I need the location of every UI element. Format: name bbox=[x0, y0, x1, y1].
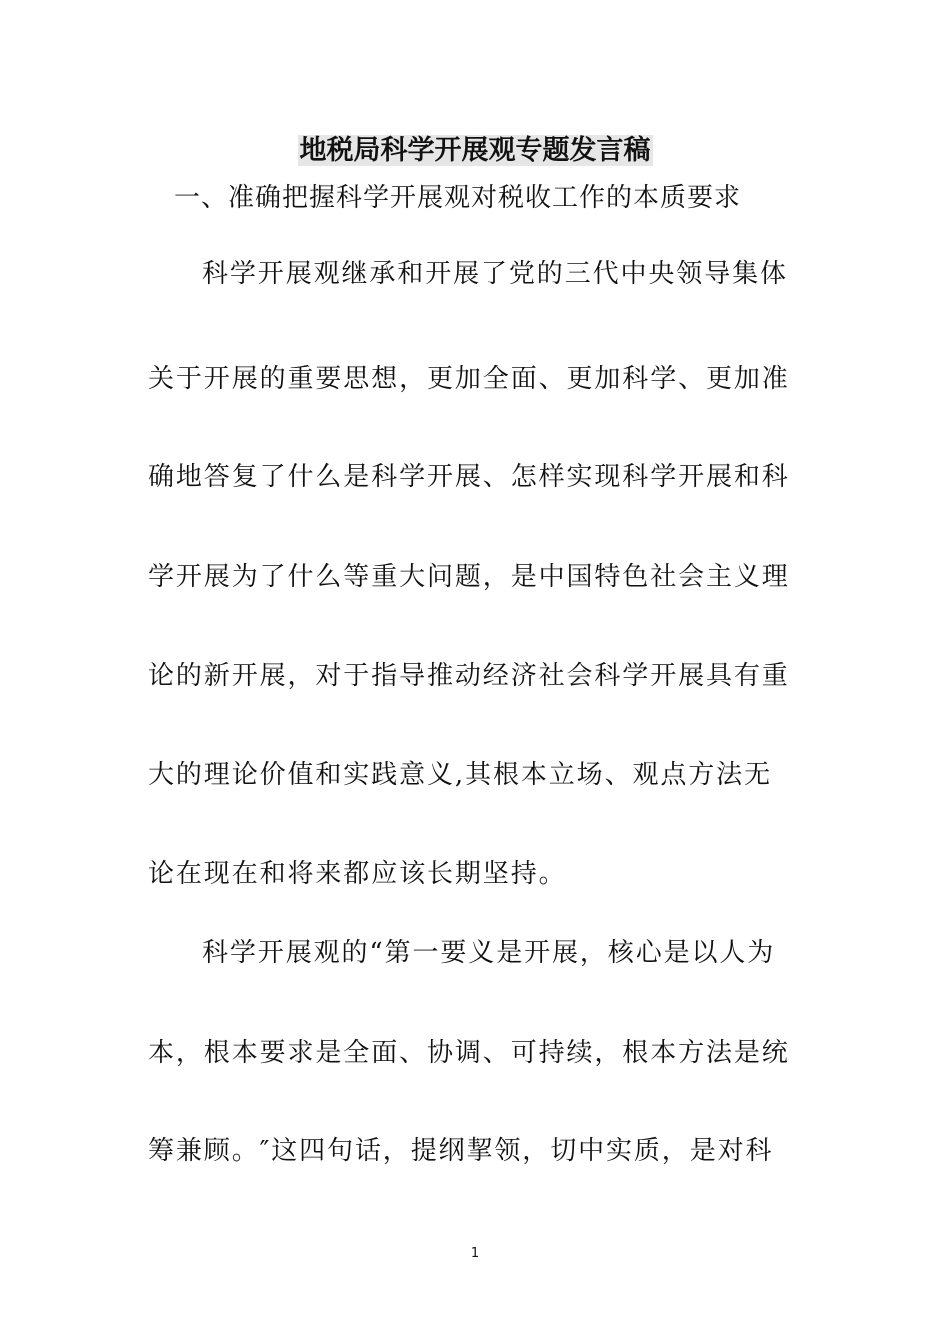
paragraph-line: 论的新开展，对于指导推动经济社会科学开展具有重 bbox=[148, 661, 790, 691]
page-number: 1 bbox=[470, 1246, 480, 1261]
paragraph-line: 论在现在和将来都应该长期坚持。 bbox=[148, 859, 567, 889]
paragraph-line: 科学开展观的“第一要义是开展，核心是以人为 bbox=[202, 938, 776, 968]
paragraph-line: 科学开展观继承和开展了党的三代中央领导集体 bbox=[202, 259, 788, 289]
paragraph-line: 筹兼顾。″这四句话，提纲挈领，切中实质，是对科 bbox=[148, 1136, 774, 1166]
paragraph-line: 大的理论价值和实践意义,其根本立场、观点方法无 bbox=[148, 760, 772, 790]
paragraph-line: 学开展为了什么等重大问题，是中国特色社会主义理 bbox=[148, 562, 790, 592]
document-title bbox=[0, 131, 950, 171]
document-title-text: 地税局科学开展观专题发言稿 bbox=[299, 135, 651, 166]
paragraph-line: 关于开展的重要思想，更加全面、更加科学、更加准 bbox=[148, 364, 790, 394]
paragraph-line: 本，根本要求是全面、协调、可持续，根本方法是统 bbox=[148, 1038, 790, 1068]
section-heading: 一、准确把握科学开展观对税收工作的本质要求 bbox=[174, 183, 742, 213]
paragraph-line: 确地答复了什么是科学开展、怎样实现科学开展和科 bbox=[148, 462, 790, 492]
